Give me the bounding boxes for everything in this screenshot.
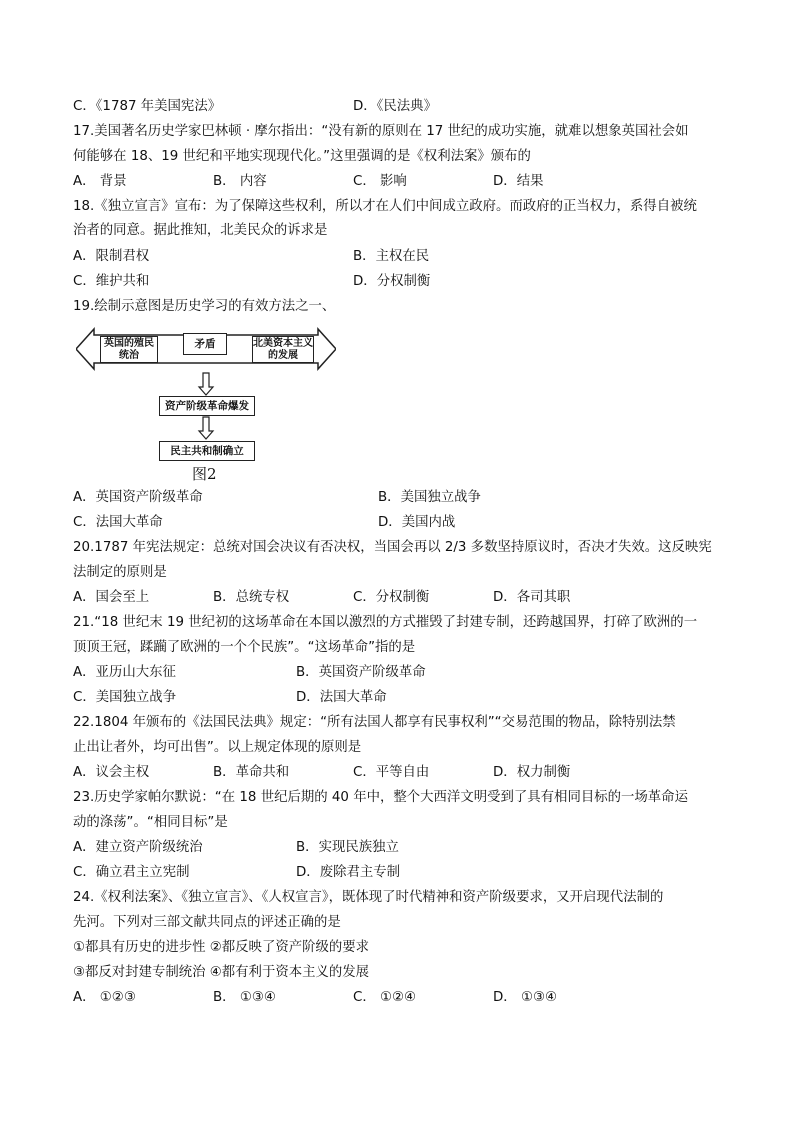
q21-stem-line2: 顶顶王冠，蹂躏了欧洲的一个个民族”。“这场革命”指的是 xyxy=(73,640,416,655)
q20-stem-line1: 20.1787 年宪法规定：总统对国会决议有否决权，当国会再以 2/3 多数坚持原议时，否决才失效。这反映宪 xyxy=(73,540,712,555)
q18-option-c: C．维护共和 xyxy=(73,274,150,289)
figure-caption: 图2 xyxy=(192,465,217,483)
q24-option-d: D． ①③④ xyxy=(493,990,557,1005)
q21-option-d: D．法国大革命 xyxy=(296,690,387,705)
q23-option-b: B．实现民族独立 xyxy=(296,840,399,855)
q18-option-b: B．主权在民 xyxy=(353,249,430,264)
q23-option-c: C．确立君主立宪制 xyxy=(73,865,190,880)
q24-option-b: B． ①③④ xyxy=(213,990,276,1005)
q21-option-a: A．亚历山大东征 xyxy=(73,665,176,680)
q17-stem-line1: 17.美国著名历史学家巴林顿 · 摩尔指出：“没有新的原则在 17 世纪的成功实施，就难以想象英国社会如 xyxy=(73,124,689,139)
q20-option-a: A．国会至上 xyxy=(73,590,150,605)
q23-option-d: D．废除君主专制 xyxy=(296,865,401,880)
q22-stem-line1: 22.1804 年颁布的《法国民法典》规定：“所有法国人都享有民事权利”“交易范围的物品，除特别法禁 xyxy=(73,715,676,730)
q22-option-b: B．革命共和 xyxy=(213,765,290,780)
q24-stem-line1: 24.《权利法案》、《独立宣言》、《人权宣言》，既体现了时代精神和资产阶级要求，又开启现代法制的 xyxy=(73,890,664,905)
q21-stem-line1: 21.“18 世纪末 19 世纪初的这场革命在本国以激烈的方式摧毁了封建专制，还跨越国界，打碎了欧洲的一 xyxy=(73,615,698,630)
q20-option-b: B．总统专权 xyxy=(213,590,290,605)
q22-option-d: D．权力制衡 xyxy=(493,765,571,780)
down-arrow-2 xyxy=(199,417,213,439)
q19-option-d: D．美国内战 xyxy=(378,515,456,530)
q18-option-a: A．限制君权 xyxy=(73,249,150,264)
box-contradiction: 矛盾 xyxy=(183,333,227,355)
q23-option-a: A．建立资产阶级统治 xyxy=(73,840,203,855)
q19-option-c: C．法国大革命 xyxy=(73,515,163,530)
q24-option-c: C． ①②④ xyxy=(353,990,417,1005)
q23-stem-line2: 动的涤荡”。“相同目标”是 xyxy=(73,815,228,830)
flow-diagram xyxy=(76,327,336,482)
q16-option-c: C．《1787 年美国宪法》 xyxy=(73,99,222,114)
q21-option-b: B．英国资产阶级革命 xyxy=(296,665,426,680)
q17-option-a: A． 背景 xyxy=(73,174,127,189)
q24-statements-line1: ①都具有历史的进步性 ②都反映了资产阶级的要求 xyxy=(73,940,370,955)
q20-option-c: C．分权制衡 xyxy=(353,590,430,605)
q22-stem-line2: 止出让者外，均可出售”。以上规定体现的原则是 xyxy=(73,740,362,755)
q16-option-d: D．《民法典》 xyxy=(353,99,437,114)
q19-option-a: A．英国资产阶级革命 xyxy=(73,490,203,505)
box-revolution-outbreak: 资产阶级革命爆发 xyxy=(159,396,255,416)
q21-option-c: C．美国独立战争 xyxy=(73,690,177,705)
down-arrow-1 xyxy=(199,373,213,395)
q17-option-c: C． 影响 xyxy=(353,174,407,189)
q23-stem-line1: 23.历史学家帕尔默说：“在 18 世纪后期的 40 年中，整个大西洋文明受到了具有相同目标的一场革命运 xyxy=(73,790,688,805)
q18-stem-line1: 18.《独立宣言》宣布：为了保障这些权利，所以才在人们中间成立政府。而政府的正当权力，系得自被统 xyxy=(73,199,697,214)
q19-stem-line1: 19.绘制示意图是历史学习的有效方法之一、 xyxy=(73,299,336,314)
q18-option-d: D．分权制衡 xyxy=(353,274,431,289)
q22-option-c: C．平等自由 xyxy=(353,765,430,780)
q20-stem-line2: 法制定的原则是 xyxy=(73,565,167,580)
box-republic-established: 民主共和制确立 xyxy=(159,441,255,461)
box-british-rule: 英国的殖民统治 xyxy=(100,336,158,363)
q17-stem-line2: 何能够在 18、19 世纪和平地实现现代化。”这里强调的是《权利法案》颁布的 xyxy=(73,149,531,164)
q19-option-b: B．美国独立战争 xyxy=(378,490,481,505)
q22-option-a: A．议会主权 xyxy=(73,765,150,780)
q18-stem-line2: 治者的同意。据此推知，北美民众的诉求是 xyxy=(73,223,328,238)
box-na-capitalism: 北美资本主义的发展 xyxy=(252,336,314,363)
q24-stem-line2: 先河。下列对三部文献共同点的评述正确的是 xyxy=(73,915,341,930)
q24-statements-line2: ③都反对封建专制统治 ④都有利于资本主义的发展 xyxy=(73,965,370,980)
q17-option-d: D．结果 xyxy=(493,174,544,189)
q24-option-a: A． ①②③ xyxy=(73,990,136,1005)
q17-option-b: B． 内容 xyxy=(213,174,267,189)
q20-option-d: D．各司其职 xyxy=(493,590,571,605)
